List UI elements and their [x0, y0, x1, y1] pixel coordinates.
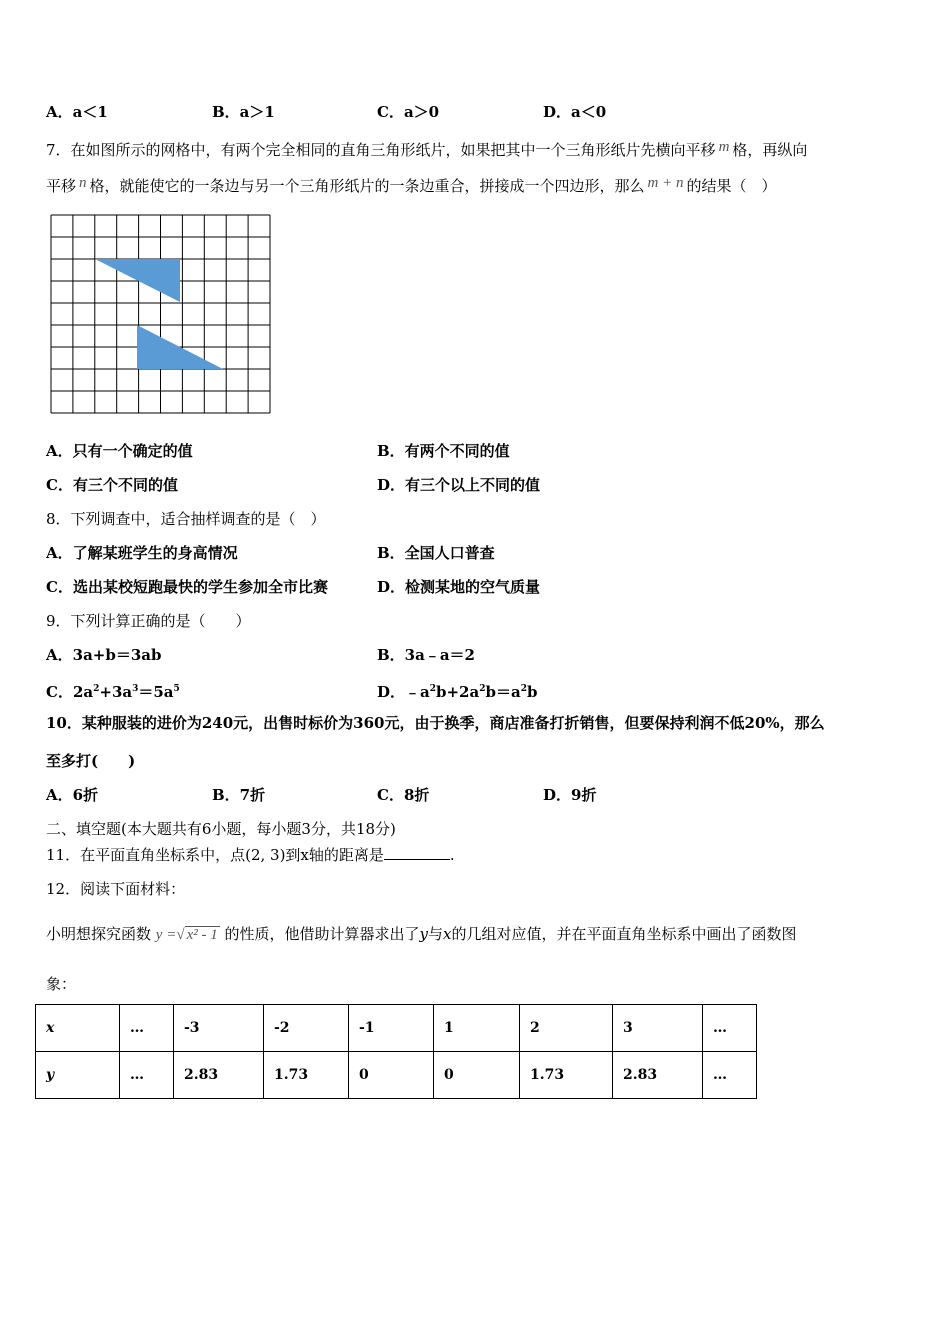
q8-option-a: A．了解某班学生的身高情况 [46, 544, 238, 562]
q10-stem-line1: 10．某种服装的进价为240元，出售时标价为360元，由于换季，商店准备打折销售，但要保持利润不低20%，那么 [46, 714, 825, 732]
q10-option-d: D．9折 [543, 786, 597, 804]
q8-option-b: B．全国人口普查 [377, 544, 495, 562]
q7-stem-line1: 7．在如图所示的网格中，有两个完全相同的直角三角形纸片，如果把其中一个三角形纸片先横向平移 m 格，再纵向 [46, 139, 808, 159]
q9-option-c: C．$2a^2+3a^3=5a^5$ [46, 683, 180, 701]
table-cell: … [703, 1005, 757, 1052]
table-cell: 2.83 [174, 1052, 264, 1099]
q9-stem: 9．下列计算正确的是（ ） [46, 612, 251, 630]
table-row-x [36, 1005, 757, 1052]
grid-figure [50, 214, 272, 414]
table-cell: -2 [264, 1005, 349, 1052]
table-cell: 1 [434, 1005, 520, 1052]
table-cell: … [120, 1052, 174, 1099]
table-row-y [36, 1052, 757, 1099]
table-cell: 2.83 [613, 1052, 703, 1099]
q7-option-c: C．有三个不同的值 [46, 476, 178, 494]
q10-option-b: B．7折 [212, 786, 266, 804]
q11-stem: 11．在平面直角坐标系中，点(2, 3)到x轴的距离是 . [46, 846, 455, 864]
table-cell: 2 [520, 1005, 613, 1052]
table-cell: -1 [349, 1005, 434, 1052]
table-cell: x [36, 1005, 120, 1052]
q7-stem-line2: 平移 n 格，就能使它的一条边与另一个三角形纸片的一条边重合，拼接成一个四边形，那么 m + n 的结果（ ） [46, 175, 777, 195]
answer-blank [384, 845, 450, 860]
table-cell: … [120, 1005, 174, 1052]
q8-option-c: C．选出某校短跑最快的学生参加全市比赛 [46, 578, 328, 596]
q12-paragraph: 小明想探究函数 y =√ x² - 1 的性质，他借助计算器求出了y与x的几组对应值，并在平面直角坐标系中画出了函数图 [46, 925, 797, 943]
q10-option-c: C．8折 [377, 786, 430, 804]
q10-stem-line2: 至多打( ) [46, 752, 136, 770]
q12-paragraph-end: 象： [46, 975, 77, 993]
function-formula: y =√ x² - 1 [155, 927, 218, 943]
table-cell: 1.73 [264, 1052, 349, 1099]
q9-option-d: D．$﹣a^2b+2a^2b=a^2b$ [377, 683, 538, 701]
q7-option-d: D．有三个以上不同的值 [377, 476, 541, 494]
table-cell: … [703, 1052, 757, 1099]
q9-option-a: A．3a+b＝3ab [46, 646, 162, 664]
table-cell: y [36, 1052, 120, 1099]
q6-option-c: C．a＞0 [377, 103, 440, 121]
q8-stem: 8．下列调查中，适合抽样调查的是（ ） [46, 510, 326, 528]
table-cell: 0 [434, 1052, 520, 1099]
q7-option-a: A．只有一个确定的值 [46, 442, 193, 460]
table-cell: 3 [613, 1005, 703, 1052]
q7-option-b: B．有两个不同的值 [377, 442, 510, 460]
q9-option-b: B．3a﹣a＝2 [377, 646, 475, 664]
grid-lines [51, 215, 270, 413]
table-cell: -3 [174, 1005, 264, 1052]
q6-option-b: B．a＞1 [212, 103, 275, 121]
table-cell: 1.73 [520, 1052, 613, 1099]
table-cell: 0 [349, 1052, 434, 1099]
q6-option-a: A．a＜1 [46, 103, 108, 121]
q8-option-d: D．检测某地的空气质量 [377, 578, 541, 596]
section-heading: 二、填空题(本大题共有6小题，每小题3分，共18分) [46, 820, 396, 838]
q10-option-a: A．6折 [46, 786, 99, 804]
q12-stem: 12．阅读下面材料： [46, 880, 186, 898]
value-table [35, 1004, 757, 1099]
q6-option-d: D．a＜0 [543, 103, 607, 121]
